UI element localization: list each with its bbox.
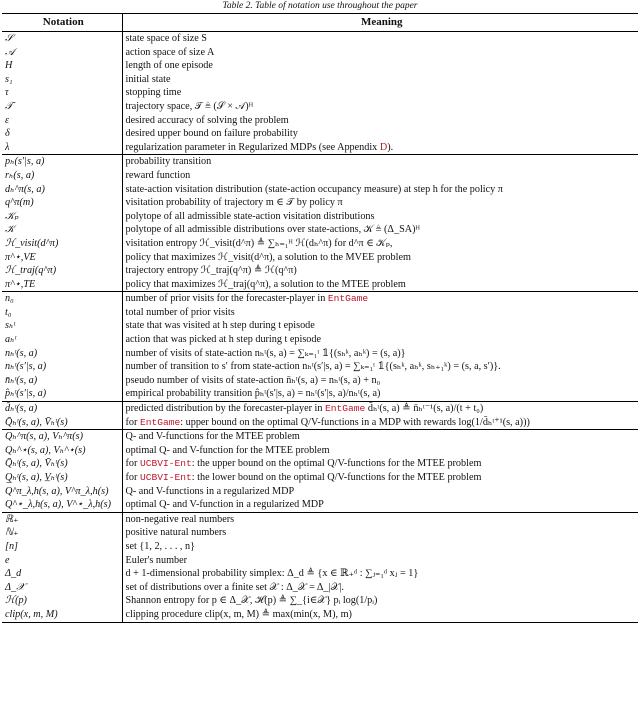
notation-meaning [122, 86, 638, 100]
meaning-text: for [125, 472, 140, 483]
meaning-text-continued: : upper bound on the optimal Q/V-functions in a MDP with rewards log(1/d̄ₕᵗ⁺¹(s, a))) [180, 416, 530, 428]
algorithm-name: EntGame [325, 403, 366, 415]
notation-symbol: Q̲ₕᵗ(s, a), V̲ₕᵗ(s) [2, 471, 122, 485]
notation-meaning [122, 73, 638, 87]
table-row [2, 59, 638, 73]
table-row [2, 567, 638, 581]
notation-meaning [122, 430, 638, 444]
notation-meaning [122, 457, 638, 471]
notation-symbol: Qₕ^⋆(s, a), Vₕ^⋆(s) [2, 444, 122, 458]
notation-meaning [122, 402, 638, 416]
notation-meaning [122, 59, 638, 73]
table-row [2, 223, 638, 237]
notation-meaning [122, 526, 638, 540]
meaning-text: action that was picked at h step during t episode [125, 334, 321, 346]
table-row [2, 387, 638, 401]
table-row [2, 416, 638, 430]
notation-symbol: dₕ^π(s, a) [2, 183, 122, 197]
notation-meaning [122, 32, 638, 46]
notation-table [2, 13, 638, 623]
notation-meaning [122, 210, 638, 224]
meaning-text: desired accuracy of solving the problem [125, 114, 289, 126]
notation-symbol: sₕᵗ [2, 319, 122, 333]
meaning-text: action space of size A [125, 46, 215, 58]
meaning-text: initial state [125, 73, 171, 85]
table-row [2, 319, 638, 333]
table-row [2, 210, 638, 224]
notation-symbol: 𝒯 [2, 100, 122, 114]
meaning-column-header: Meaning [122, 14, 638, 32]
notation-meaning [122, 333, 638, 347]
notation-meaning [122, 264, 638, 278]
meaning-text: visitation entropy ℋ_visit(d^π) ≜ ∑ₕ₌₁ᴴ ℋ(dₕ^π) for d^π ∈ 𝒦ₚ, [125, 237, 393, 249]
notation-meaning [122, 196, 638, 210]
notation-symbol: p̂ₕᵗ(s′|s, a) [2, 387, 122, 401]
notation-meaning [122, 387, 638, 401]
notation-symbol: pₕ(s′|s, a) [2, 155, 122, 169]
notation-symbol: 𝒜 [2, 46, 122, 60]
table-row [2, 608, 638, 622]
meaning-text: regularization parameter in Regularized MDPs (see Appendix [125, 141, 380, 153]
notation-symbol: aₕᵗ [2, 333, 122, 347]
table-row [2, 374, 638, 388]
notation-meaning [122, 141, 638, 155]
meaning-text: stopping time [125, 87, 182, 99]
notation-symbol: ℋ_visit(d^π) [2, 237, 122, 251]
notation-meaning [122, 169, 638, 183]
table-row [2, 86, 638, 100]
notation-column-header: Notation [2, 14, 122, 32]
table-row [2, 292, 638, 306]
notation-meaning [122, 498, 638, 512]
meaning-text-continued: d̄ₕᵗ(s, a) ≜ n̄ₕᵗ⁻¹(s, a)/(t + t₀) [365, 403, 484, 415]
meaning-text: trajectory entropy ℋ_traj(q^π) ≜ ℋ(q^π) [125, 265, 297, 277]
table-row [2, 264, 638, 278]
table-row [2, 183, 638, 197]
table-row [2, 237, 638, 251]
meaning-text: number of transition to s′ from state-action nₕᵗ(s′|s, a) = ∑ₖ₌₁ᵗ 𝟙{(sₕᵏ, aₕᵏ, sₕ₊₁ᵏ) = (s, a, s′)}. [125, 361, 501, 373]
table-row [2, 347, 638, 361]
table-row [2, 46, 638, 60]
notation-symbol: ℋ(p) [2, 594, 122, 608]
notation-symbol: 𝒦 [2, 223, 122, 237]
meaning-text: optimal Q- and V-function for the MTEE problem [125, 444, 330, 456]
notation-symbol: rₕ(s, a) [2, 169, 122, 183]
notation-meaning [122, 347, 638, 361]
table-row [2, 457, 638, 471]
meaning-text: predicted distribution by the forecaster-player in [125, 403, 326, 415]
notation-symbol: clip(x, m, M) [2, 608, 122, 622]
notation-meaning [122, 512, 638, 526]
notation-symbol: s₁ [2, 73, 122, 87]
notation-symbol: nₕᵗ(s, a) [2, 347, 122, 361]
meaning-text-continued: : the lower bound on the optimal Q/V-functions for the MTEE problem [191, 472, 482, 483]
meaning-text: set {1, 2, . . . , n} [125, 540, 195, 552]
meaning-text: Shannon entropy for p ∈ Δ_𝒳, ℋ(p) ≜ ∑_{i∈𝒳} pᵢ log(1/pᵢ) [125, 595, 378, 607]
table-row [2, 306, 638, 320]
notation-symbol: d̄ₕᵗ(s, a) [2, 402, 122, 416]
meaning-text: d + 1-dimensional probability simplex: Δ_d ≜ {x ∈ ℝ₊ᵈ : ∑ⱼ₌₁ᵈ xⱼ = 1} [125, 568, 419, 580]
table-row [2, 471, 638, 485]
meaning-text: pseudo number of visits of state-action n̄ₕᵗ(s, a) = nₕᵗ(s, a) + n₀ [125, 374, 381, 386]
notation-meaning [122, 444, 638, 458]
table-row [2, 333, 638, 347]
notation-meaning [122, 360, 638, 374]
notation-meaning [122, 237, 638, 251]
table-row [2, 114, 638, 128]
meaning-text: length of one episode [125, 60, 213, 72]
table-row [2, 498, 638, 512]
table-row [2, 155, 638, 169]
notation-symbol: Q^π_λ,h(s, a), V^π_λ,h(s) [2, 485, 122, 499]
notation-meaning [122, 319, 638, 333]
table-row [2, 402, 638, 416]
table-row [2, 430, 638, 444]
notation-symbol: λ [2, 141, 122, 155]
algorithm-name: EntGame [139, 416, 181, 428]
notation-meaning [122, 554, 638, 568]
meaning-text: non-negative real numbers [125, 513, 235, 525]
meaning-text: desired upper bound on failure probability [125, 128, 298, 140]
meaning-text: Q- and V-functions in a regularized MDP [125, 485, 295, 497]
meaning-text: positive natural numbers [125, 527, 227, 539]
meaning-text: set of distributions over a finite set 𝒳 : Δ_𝒳 = Δ_|𝒳|. [125, 581, 344, 593]
table-row [2, 196, 638, 210]
notation-symbol: e [2, 554, 122, 568]
meaning-text-continued: ). [387, 141, 394, 153]
notation-meaning [122, 567, 638, 581]
notation-meaning [122, 416, 638, 430]
notation-symbol: τ [2, 86, 122, 100]
notation-symbol: ℋ_traj(q^π) [2, 264, 122, 278]
meaning-text: policy that maximizes ℋ_traj(q^π), a solution to the MTEE problem [125, 278, 406, 290]
notation-symbol: Δ_d [2, 567, 122, 581]
meaning-text: state that was visited at h step during t episode [125, 320, 315, 332]
notation-meaning [122, 46, 638, 60]
meaning-text: polytope of all admissible distributions over state-actions, 𝒦 ≜ (Δ_SA)ᴴ [125, 224, 420, 236]
notation-meaning [122, 608, 638, 622]
notation-meaning [122, 183, 638, 197]
notation-symbol: ℕ₊ [2, 526, 122, 540]
table-caption: Table 2. Table of notation use throughout the paper [222, 1, 418, 11]
meaning-text: polytope of all admissible state-action visitation distributions [125, 210, 375, 222]
notation-meaning [122, 540, 638, 554]
algorithm-name: EntGame [327, 293, 369, 305]
table-row [2, 73, 638, 87]
meaning-text: probability transition [125, 156, 212, 168]
algorithm-name: UCBVI-Ent [139, 458, 192, 470]
meaning-text: visitation probability of trajectory m ∈ 𝒯 by policy π [125, 197, 343, 209]
meaning-text: reward function [125, 169, 191, 181]
table-row [2, 32, 638, 46]
meaning-text: clipping procedure clip(x, m, M) ≜ max(min(x, M), m) [125, 608, 352, 620]
notation-meaning [122, 251, 638, 265]
meaning-text: state space of size S [125, 33, 207, 44]
notation-meaning [122, 594, 638, 608]
notation-symbol: nₕᵗ(s′|s, a) [2, 360, 122, 374]
table-row [2, 141, 638, 155]
table-row [2, 100, 638, 114]
meaning-text: for [125, 458, 140, 470]
appendix-link[interactable]: D [379, 141, 388, 153]
notation-symbol: Δ_𝒳 [2, 581, 122, 595]
notation-symbol: n₀ [2, 292, 122, 306]
notation-meaning [122, 278, 638, 292]
notation-symbol: π^⋆,VE [2, 251, 122, 265]
algorithm-name: UCBVI-Ent [139, 472, 192, 483]
table-row [2, 360, 638, 374]
notation-symbol: H [2, 59, 122, 73]
notation-symbol: t₀ [2, 306, 122, 320]
notation-meaning [122, 485, 638, 499]
notation-meaning [122, 114, 638, 128]
meaning-text-continued: : the upper bound on the optimal Q/V-functions for the MTEE problem [191, 458, 482, 470]
table-row [2, 540, 638, 554]
notation-symbol: Q̄ₕᵗ(s, a), V̄ₕᵗ(s) [2, 457, 122, 471]
meaning-text: Euler's number [125, 554, 188, 566]
table-body [2, 32, 638, 623]
notation-meaning [122, 306, 638, 320]
notation-symbol: 𝒮 [2, 32, 122, 46]
notation-meaning [122, 292, 638, 306]
notation-meaning [122, 374, 638, 388]
table-row [2, 581, 638, 595]
notation-meaning [122, 155, 638, 169]
notation-symbol: n̄ₕᵗ(s, a) [2, 374, 122, 388]
table-row [2, 554, 638, 568]
meaning-text: trajectory space, 𝒯 ≜ (𝒮 × 𝒜)ᴴ [125, 100, 254, 112]
table-row [2, 127, 638, 141]
table-row [2, 251, 638, 265]
notation-symbol: Q̄ₕᵗ(s, a), V̄ₕᵗ(s) [2, 416, 122, 430]
meaning-text: for [125, 416, 140, 428]
meaning-text: optimal Q- and V-function in a regularized MDP [125, 499, 324, 511]
notation-meaning [122, 100, 638, 114]
notation-meaning [122, 127, 638, 141]
notation-symbol: Qₕ^π(s, a), Vₕ^π(s) [2, 430, 122, 444]
notation-symbol: Q^⋆_λ,h(s, a), V^⋆_λ,h(s) [2, 498, 122, 512]
table-header-row [2, 14, 638, 32]
notation-meaning [122, 223, 638, 237]
notation-meaning [122, 471, 638, 485]
notation-symbol: π^⋆,TE [2, 278, 122, 292]
notation-meaning [122, 581, 638, 595]
notation-symbol: δ [2, 127, 122, 141]
meaning-text: total number of prior visits [125, 306, 235, 318]
notation-symbol: 𝒦ₚ [2, 210, 122, 224]
meaning-text: state-action visitation distribution (state-action occupancy measure) at step h for the policy π [125, 183, 503, 195]
notation-symbol: ε [2, 114, 122, 128]
table-row [2, 278, 638, 292]
notation-symbol: ℝ₊ [2, 512, 122, 526]
meaning-text: empirical probability transition p̂ₕᵗ(s′|s, a) = nₕᵗ(s′|s, a)/nₕᵗ(s, a) [125, 388, 381, 400]
table-row [2, 444, 638, 458]
notation-symbol: q^π(m) [2, 196, 122, 210]
meaning-text: number of prior visits for the forecaster-player in [125, 293, 328, 305]
notation-symbol: [n] [2, 540, 122, 554]
meaning-text: number of visits of state-action nₕᵗ(s, a) = ∑ₖ₌₁ᵗ 𝟙{(sₕᵏ, aₕᵏ) = (s, a)} [125, 347, 406, 359]
meaning-text: policy that maximizes ℋ_visit(d^π), a solution to the MVEE problem [125, 251, 411, 263]
table-row [2, 512, 638, 526]
table-row [2, 485, 638, 499]
meaning-text: Q- and V-functions for the MTEE problem [125, 431, 300, 443]
table-row [2, 594, 638, 608]
table-row [2, 526, 638, 540]
table-row [2, 169, 638, 183]
